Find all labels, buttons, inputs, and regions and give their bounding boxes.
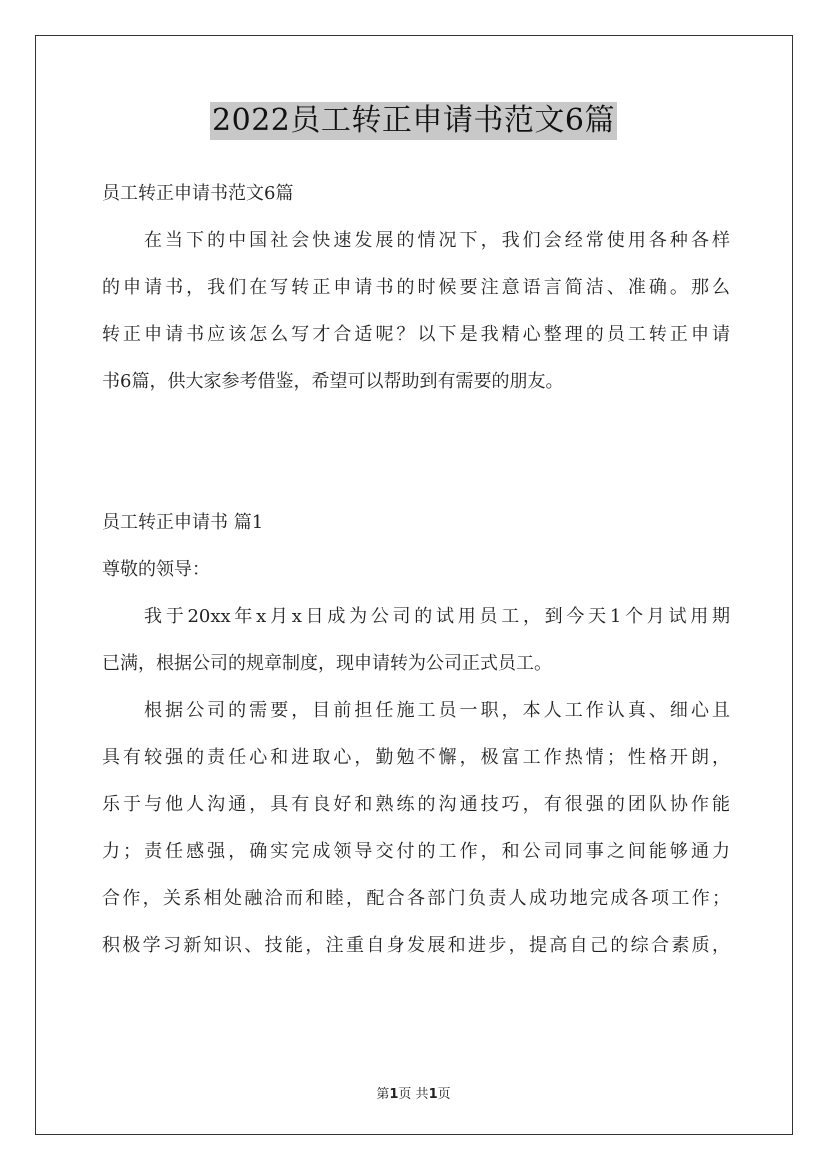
page-suffix: 页: [437, 1087, 451, 1102]
para2-line: 根据公司的需要，目前担任施工员一职，本人工作认真、细心且: [144, 700, 730, 721]
para1-line: 我于20xx年x月x日成为公司的试用员工，到今天1个月试用期: [144, 606, 730, 627]
para1-line: 已满，根据公司的规章制度，现申请转为公司正式员工。: [102, 653, 552, 674]
page-total: 1: [428, 1087, 438, 1102]
salutation: 尊敬的领导：: [102, 559, 210, 580]
intro-line: 在当下的中国社会快速发展的情况下，我们会经常使用各种各样: [144, 230, 730, 251]
para2-line: 合作，关系相处融洽而和睦，配合各部门负责人成功地完成各项工作；: [102, 888, 730, 909]
document-title: 2022员工转正申请书范文6篇: [212, 103, 615, 138]
title-container: [0, 102, 827, 140]
paragraph-gap: [102, 452, 730, 499]
document-body: [102, 170, 730, 969]
page-footer: [0, 1083, 827, 1102]
intro-line: 转正申请书应该怎么写才合适呢？以下是我精心整理的员工转正申请: [102, 324, 730, 345]
page-current: 1: [389, 1087, 399, 1102]
paragraph-gap: [102, 405, 730, 452]
page-mid: 页 共: [398, 1087, 429, 1102]
section-heading: 员工转正申请书 篇1: [102, 512, 264, 533]
intro-line: 书6篇，供大家参考借鉴，希望可以帮助到有需要的朋友。: [102, 371, 564, 392]
document-subtitle: 员工转正申请书范文6篇: [102, 183, 294, 204]
page-prefix: 第: [376, 1087, 390, 1102]
para2-line: 力；责任感强，确实完成领导交付的工作，和公司同事之间能够通力: [102, 841, 730, 862]
para2-line: 具有较强的责任心和进取心，勤勉不懈，极富工作热情；性格开朗，: [102, 747, 730, 768]
para2-line: 积极学习新知识、技能，注重自身发展和进步，提高自己的综合素质，: [102, 935, 730, 956]
intro-line: 的申请书，我们在写转正申请书的时候要注意语言简洁、准确。那么: [102, 277, 730, 298]
para2-line: 乐于与他人沟通，具有良好和熟练的沟通技巧，有很强的团队协作能: [102, 794, 730, 815]
